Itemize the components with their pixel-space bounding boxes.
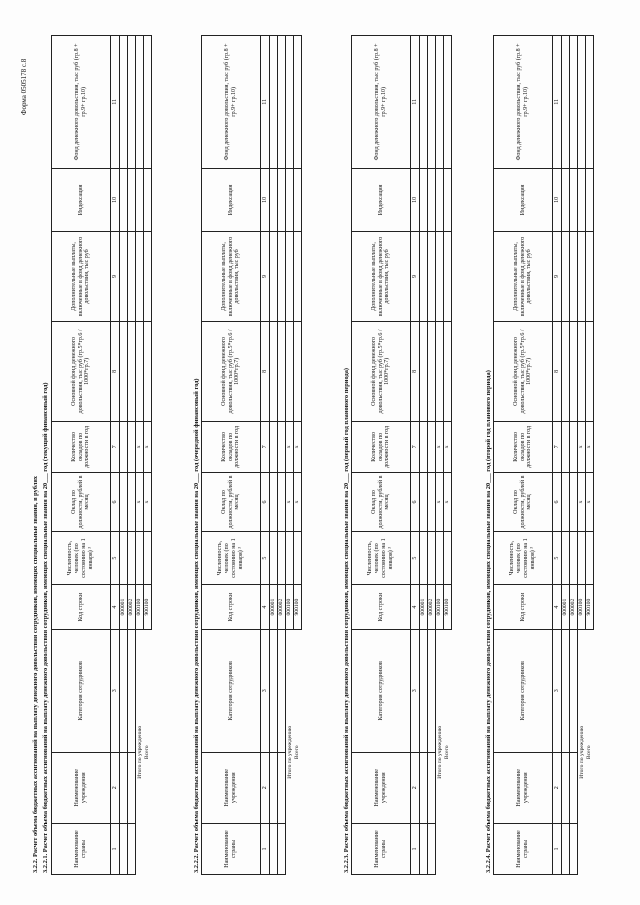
column-number: 5 xyxy=(111,532,120,585)
column-number: 10 xyxy=(261,168,270,231)
column-header: Наименование страны xyxy=(494,823,553,874)
table-cell[interactable] xyxy=(270,532,278,585)
table-cell[interactable] xyxy=(128,321,136,421)
total-code: 000100 xyxy=(136,585,144,630)
total-code: 000100 xyxy=(286,585,294,630)
column-number: 2 xyxy=(411,752,420,823)
total-label: Итого по учреждению xyxy=(436,725,443,779)
total-cell: x xyxy=(586,472,594,531)
column-number: 10 xyxy=(411,168,420,231)
column-number: 3 xyxy=(411,630,420,752)
total-cell[interactable] xyxy=(586,232,594,322)
column-number: 2 xyxy=(111,752,120,823)
table-cell[interactable] xyxy=(420,532,428,585)
total-cell[interactable] xyxy=(586,36,594,169)
column-header: Индексация xyxy=(52,168,111,231)
table-cell[interactable] xyxy=(270,823,278,874)
table-cell[interactable] xyxy=(420,752,428,823)
row-code: 000001 xyxy=(120,585,128,630)
total-cell[interactable] xyxy=(294,321,302,421)
total-cell: x xyxy=(436,472,444,531)
column-header: Численность, человек (по состоянию на 1 января) ³ xyxy=(352,532,411,585)
subsection-heading-4: 3.2.2.4. Расчет объема бюджетных ассигнований на выплату денежного довольствия сотрудников, имеющих специальные звания на 20___ год (второй год планового периода) xyxy=(485,370,492,873)
column-number: 1 xyxy=(411,823,420,874)
column-header: Основной фонд денежного довольствия, тыс руб (гр.5*гр.6 / 1000*гр.7) xyxy=(494,321,553,421)
column-number: 3 xyxy=(261,630,270,752)
table-cell[interactable] xyxy=(428,752,436,823)
column-number: 11 xyxy=(553,36,562,169)
row-code: 000001 xyxy=(420,585,428,630)
total-cell: x xyxy=(578,472,586,531)
column-header: Оклад по должности, рублей в месяц xyxy=(494,472,553,531)
column-header: Фонд денежного довольствия, тыс руб (гр.8 + гр.9+ гр.10) xyxy=(494,36,553,169)
total-cell[interactable] xyxy=(286,532,294,585)
column-number-row xyxy=(411,36,420,875)
table-cell[interactable] xyxy=(120,421,128,472)
column-header: Дополнительные выплаты, включенные в фонд денежного довольствия, тыс руб xyxy=(494,232,553,322)
column-header: Численность, человек (по состоянию на 1 января) ³ xyxy=(202,532,261,585)
table-cell[interactable] xyxy=(428,168,436,231)
table-cell[interactable] xyxy=(278,752,286,823)
table-cell[interactable] xyxy=(570,232,578,322)
total-row xyxy=(436,36,444,875)
column-header: Основной фонд денежного довольствия, тыс руб (гр.5*гр.6 / 1000*гр.7) xyxy=(202,321,261,421)
total-cell[interactable] xyxy=(136,168,144,231)
column-number: 3 xyxy=(553,630,562,752)
column-number: 10 xyxy=(111,168,120,231)
row-code: 000002 xyxy=(278,585,286,630)
total-cell[interactable] xyxy=(444,532,452,585)
total-cell[interactable] xyxy=(578,532,586,585)
column-header: Количество окладов по должности в год xyxy=(52,421,111,472)
total-cell: x xyxy=(144,421,152,472)
allowance-table-2 xyxy=(201,35,302,875)
total-row xyxy=(286,36,294,875)
column-number: 9 xyxy=(553,232,562,322)
column-header-row xyxy=(352,36,411,875)
total-label: Итого по учреждению xyxy=(136,725,143,779)
column-header-row xyxy=(202,36,261,875)
total-cell: x xyxy=(294,472,302,531)
row-code: 000002 xyxy=(128,585,136,630)
total-cell[interactable] xyxy=(136,232,144,322)
total-cell: x xyxy=(136,472,144,531)
column-number: 5 xyxy=(553,532,562,585)
table-cell[interactable] xyxy=(270,630,278,752)
total-cell[interactable] xyxy=(144,532,152,585)
table-cell[interactable] xyxy=(428,232,436,322)
total-code: 900100 xyxy=(144,585,152,630)
total-cell: x xyxy=(144,472,152,531)
table-cell[interactable] xyxy=(428,421,436,472)
column-number: 1 xyxy=(261,823,270,874)
column-header: Численность, человек (по состоянию на 1 января) ³ xyxy=(494,532,553,585)
table-cell[interactable] xyxy=(570,36,578,169)
column-header: Фонд денежного довольствия, тыс руб (гр.8 + гр.9+ гр.10) xyxy=(352,36,411,169)
total-cell[interactable] xyxy=(578,168,586,231)
column-header: Дополнительные выплаты, включенные в фонд денежного довольствия, тыс руб xyxy=(352,232,411,322)
allowance-table-3 xyxy=(351,35,452,875)
total-code: 900100 xyxy=(444,585,452,630)
table-cell[interactable] xyxy=(562,630,570,752)
table-cell[interactable] xyxy=(570,823,578,874)
column-header: Оклад по должности, рублей в месяц xyxy=(202,472,261,531)
column-header: Количество окладов по должности в год xyxy=(352,421,411,472)
total-cell[interactable] xyxy=(136,532,144,585)
table-cell[interactable] xyxy=(562,472,570,531)
total-cell[interactable] xyxy=(444,232,452,322)
column-number: 6 xyxy=(261,472,270,531)
total-cell[interactable] xyxy=(286,232,294,322)
table-row xyxy=(270,36,278,875)
total-cell: x xyxy=(286,472,294,531)
column-number: 4 xyxy=(411,585,420,630)
row-code: 000002 xyxy=(570,585,578,630)
table-cell[interactable] xyxy=(570,752,578,823)
column-number: 11 xyxy=(261,36,270,169)
column-header: Основной фонд денежного довольствия, тыс руб (гр.5*гр.6 / 1000*гр.7) xyxy=(352,321,411,421)
column-header: Фонд денежного довольствия, тыс руб (гр.8 + гр.9+ гр.10) xyxy=(202,36,261,169)
total-cell[interactable] xyxy=(578,321,586,421)
column-number: 5 xyxy=(411,532,420,585)
table-cell[interactable] xyxy=(570,168,578,231)
section-heading: 3.2.2. Расчет объема бюджетных ассигнований на выплату денежного довольствия сотрудников, имеющих специальные звания, в рублях xyxy=(32,476,39,873)
total-code: 900100 xyxy=(294,585,302,630)
table-cell[interactable] xyxy=(428,321,436,421)
column-number: 6 xyxy=(111,472,120,531)
table-cell[interactable] xyxy=(570,321,578,421)
column-header: Наименование учреждения xyxy=(352,752,411,823)
column-header: Код строки xyxy=(202,585,261,630)
table-row xyxy=(278,36,286,875)
table-cell[interactable] xyxy=(120,232,128,322)
table-cell[interactable] xyxy=(128,421,136,472)
row-code: 000001 xyxy=(562,585,570,630)
total-row xyxy=(136,36,144,875)
table-cell[interactable] xyxy=(128,532,136,585)
column-number: 4 xyxy=(553,585,562,630)
column-header: Численность, человек (по состоянию на 1 января) ³ xyxy=(52,532,111,585)
column-header: Оклад по должности, рублей в месяц xyxy=(352,472,411,531)
column-header-row xyxy=(52,36,111,875)
total-cell[interactable] xyxy=(436,321,444,421)
table-row xyxy=(428,36,436,875)
column-header: Код строки xyxy=(52,585,111,630)
table-cell[interactable] xyxy=(128,232,136,322)
table-cell[interactable] xyxy=(120,472,128,531)
column-number: 8 xyxy=(411,321,420,421)
column-number: 7 xyxy=(553,421,562,472)
total-cell[interactable] xyxy=(436,232,444,322)
subsection-heading-2: 3.2.2.2. Расчет объема бюджетных ассигнований на выплату денежного довольствия сотрудников, имеющих специальные звания на 20___ год (очередной финансовый год) xyxy=(193,378,200,873)
column-header: Дополнительные выплаты, включенные в фонд денежного довольствия, тыс руб xyxy=(52,232,111,322)
table-cell[interactable] xyxy=(420,421,428,472)
column-number: 8 xyxy=(553,321,562,421)
column-header: Наименование учреждения xyxy=(494,752,553,823)
total-cell[interactable] xyxy=(294,232,302,322)
table-cell[interactable] xyxy=(278,36,286,169)
table-row xyxy=(570,36,578,875)
total-label: Всего xyxy=(586,745,593,760)
column-header: Категория сотрудников xyxy=(352,630,411,752)
total-cell: x xyxy=(586,421,594,472)
total-cell[interactable] xyxy=(144,321,152,421)
total-row xyxy=(578,36,586,875)
column-number: 7 xyxy=(111,421,120,472)
total-cell[interactable] xyxy=(578,232,586,322)
table-cell[interactable] xyxy=(570,472,578,531)
table-cell[interactable] xyxy=(420,472,428,531)
total-row xyxy=(586,36,594,875)
column-header: Количество окладов по должности в год xyxy=(494,421,553,472)
column-header: Наименование страны xyxy=(52,823,111,874)
table-cell[interactable] xyxy=(562,232,570,322)
column-header: Дополнительные выплаты, включенные в фонд денежного довольствия, тыс руб xyxy=(202,232,261,322)
total-cell: x xyxy=(444,472,452,531)
total-cell[interactable] xyxy=(294,532,302,585)
column-number: 2 xyxy=(261,752,270,823)
total-row xyxy=(144,36,152,875)
table-cell[interactable] xyxy=(278,532,286,585)
column-number-row xyxy=(261,36,270,875)
table-cell[interactable] xyxy=(278,168,286,231)
column-number: 7 xyxy=(261,421,270,472)
table-cell[interactable] xyxy=(562,36,570,169)
table-row xyxy=(420,36,428,875)
column-number: 9 xyxy=(411,232,420,322)
table-cell[interactable] xyxy=(270,232,278,322)
total-cell: x xyxy=(294,421,302,472)
table-cell[interactable] xyxy=(428,36,436,169)
column-number: 7 xyxy=(411,421,420,472)
total-label: Итого по учреждению xyxy=(286,725,293,779)
column-number: 1 xyxy=(553,823,562,874)
total-cell[interactable] xyxy=(136,321,144,421)
table-cell[interactable] xyxy=(428,472,436,531)
column-number: 9 xyxy=(261,232,270,322)
table-cell[interactable] xyxy=(120,630,128,752)
table-cell[interactable] xyxy=(420,36,428,169)
total-cell: x xyxy=(444,421,452,472)
table-cell[interactable] xyxy=(570,421,578,472)
total-label: Всего xyxy=(144,745,151,760)
table-cell[interactable] xyxy=(562,752,570,823)
row-code: 000001 xyxy=(270,585,278,630)
table-cell[interactable] xyxy=(428,630,436,752)
table-cell[interactable] xyxy=(562,421,570,472)
table-cell[interactable] xyxy=(270,36,278,169)
column-number: 3 xyxy=(111,630,120,752)
table-cell[interactable] xyxy=(270,472,278,531)
total-cell[interactable] xyxy=(286,36,294,169)
table-cell[interactable] xyxy=(420,823,428,874)
table-cell[interactable] xyxy=(128,168,136,231)
column-number: 6 xyxy=(411,472,420,531)
column-number: 8 xyxy=(261,321,270,421)
column-header-row xyxy=(494,36,553,875)
table-cell[interactable] xyxy=(428,823,436,874)
total-cell[interactable] xyxy=(286,321,294,421)
total-cell[interactable] xyxy=(294,168,302,231)
column-number: 4 xyxy=(261,585,270,630)
total-cell[interactable] xyxy=(144,168,152,231)
total-cell: x xyxy=(436,421,444,472)
column-number: 10 xyxy=(553,168,562,231)
allowance-table-4 xyxy=(493,35,594,875)
table-cell[interactable] xyxy=(128,823,136,874)
table-row xyxy=(128,36,136,875)
table-cell[interactable] xyxy=(128,630,136,752)
table-cell[interactable] xyxy=(128,36,136,169)
column-number: 1 xyxy=(111,823,120,874)
total-code: 000100 xyxy=(578,585,586,630)
subsection-heading-3: 3.2.2.3. Расчет объема бюджетных ассигнований на выплату денежного довольствия сотрудников, имеющих специальные звания на 20___ год (первый год планового периода) xyxy=(343,367,350,873)
total-label: Всего xyxy=(444,745,451,760)
table-cell[interactable] xyxy=(562,532,570,585)
column-header: Основной фонд денежного довольствия, тыс руб (гр.5*гр.6 / 1000*гр.7) xyxy=(52,321,111,421)
column-header: Наименование учреждения xyxy=(202,752,261,823)
table-cell[interactable] xyxy=(270,321,278,421)
column-header: Категория сотрудников xyxy=(494,630,553,752)
total-cell[interactable] xyxy=(444,321,452,421)
column-header: Индексация xyxy=(352,168,411,231)
table-cell[interactable] xyxy=(120,752,128,823)
column-number: 11 xyxy=(411,36,420,169)
total-cell[interactable] xyxy=(444,36,452,169)
column-header: Категория сотрудников xyxy=(52,630,111,752)
table-cell[interactable] xyxy=(420,321,428,421)
table-cell[interactable] xyxy=(278,823,286,874)
table-cell[interactable] xyxy=(428,532,436,585)
table-cell[interactable] xyxy=(270,752,278,823)
table-row xyxy=(562,36,570,875)
table-cell[interactable] xyxy=(570,630,578,752)
table-cell[interactable] xyxy=(420,232,428,322)
total-cell[interactable] xyxy=(578,36,586,169)
table-row xyxy=(120,36,128,875)
total-row xyxy=(444,36,452,875)
table-cell[interactable] xyxy=(120,823,128,874)
column-number: 4 xyxy=(111,585,120,630)
total-code: 000100 xyxy=(436,585,444,630)
total-cell[interactable] xyxy=(586,168,594,231)
column-header: Количество окладов по должности в год xyxy=(202,421,261,472)
table-cell[interactable] xyxy=(570,532,578,585)
total-cell[interactable] xyxy=(436,532,444,585)
rotated-form xyxy=(18,15,630,895)
table-cell[interactable] xyxy=(120,321,128,421)
column-number: 6 xyxy=(553,472,562,531)
total-cell[interactable] xyxy=(586,532,594,585)
total-cell[interactable] xyxy=(144,36,152,169)
column-number: 2 xyxy=(553,752,562,823)
total-cell: x xyxy=(578,421,586,472)
column-number-row xyxy=(553,36,562,875)
total-cell[interactable] xyxy=(436,168,444,231)
total-cell[interactable] xyxy=(286,168,294,231)
table-cell[interactable] xyxy=(270,168,278,231)
table-cell[interactable] xyxy=(562,168,570,231)
column-header: Наименование учреждения xyxy=(52,752,111,823)
total-cell[interactable] xyxy=(294,36,302,169)
total-code: 900100 xyxy=(586,585,594,630)
table-cell[interactable] xyxy=(562,823,570,874)
table-cell[interactable] xyxy=(420,630,428,752)
column-header: Оклад по должности, рублей в месяц xyxy=(52,472,111,531)
table-cell[interactable] xyxy=(120,532,128,585)
column-header: Категория сотрудников xyxy=(202,630,261,752)
table-cell[interactable] xyxy=(278,232,286,322)
column-header: Наименование страны xyxy=(202,823,261,874)
table-cell[interactable] xyxy=(562,321,570,421)
total-cell: x xyxy=(286,421,294,472)
table-cell[interactable] xyxy=(270,421,278,472)
column-number-row xyxy=(111,36,120,875)
total-cell[interactable] xyxy=(586,321,594,421)
total-cell[interactable] xyxy=(444,168,452,231)
total-cell[interactable] xyxy=(136,36,144,169)
column-header: Фонд денежного довольствия, тыс руб (гр.8 + гр.9+ гр.10) xyxy=(52,36,111,169)
total-row xyxy=(294,36,302,875)
table-cell[interactable] xyxy=(278,421,286,472)
column-header: Код строки xyxy=(494,585,553,630)
column-number: 9 xyxy=(111,232,120,322)
column-header: Код строки xyxy=(352,585,411,630)
total-label: Всего xyxy=(294,745,301,760)
table-cell[interactable] xyxy=(128,472,136,531)
column-number: 8 xyxy=(111,321,120,421)
form-number: Форма 0505178 с.8 xyxy=(20,58,28,115)
total-cell: x xyxy=(136,421,144,472)
table-cell[interactable] xyxy=(128,752,136,823)
allowance-table-1 xyxy=(51,35,152,875)
table-cell[interactable] xyxy=(278,630,286,752)
subsection-heading-1: 3.2.2.1. Расчет объема бюджетных ассигнований на выплату денежного довольствия сотрудников, имеющих специальные звания на 20___ год (текущий финансовый год) xyxy=(42,382,49,873)
table-cell[interactable] xyxy=(278,472,286,531)
column-header: Индексация xyxy=(202,168,261,231)
table-cell[interactable] xyxy=(120,168,128,231)
table-cell[interactable] xyxy=(278,321,286,421)
table-cell[interactable] xyxy=(120,36,128,169)
column-header: Наименование страны xyxy=(352,823,411,874)
total-label: Итого по учреждению xyxy=(578,725,585,779)
total-cell[interactable] xyxy=(436,36,444,169)
column-number: 5 xyxy=(261,532,270,585)
column-header: Индексация xyxy=(494,168,553,231)
column-number: 11 xyxy=(111,36,120,169)
row-code: 000002 xyxy=(428,585,436,630)
total-cell[interactable] xyxy=(144,232,152,322)
table-cell[interactable] xyxy=(420,168,428,231)
